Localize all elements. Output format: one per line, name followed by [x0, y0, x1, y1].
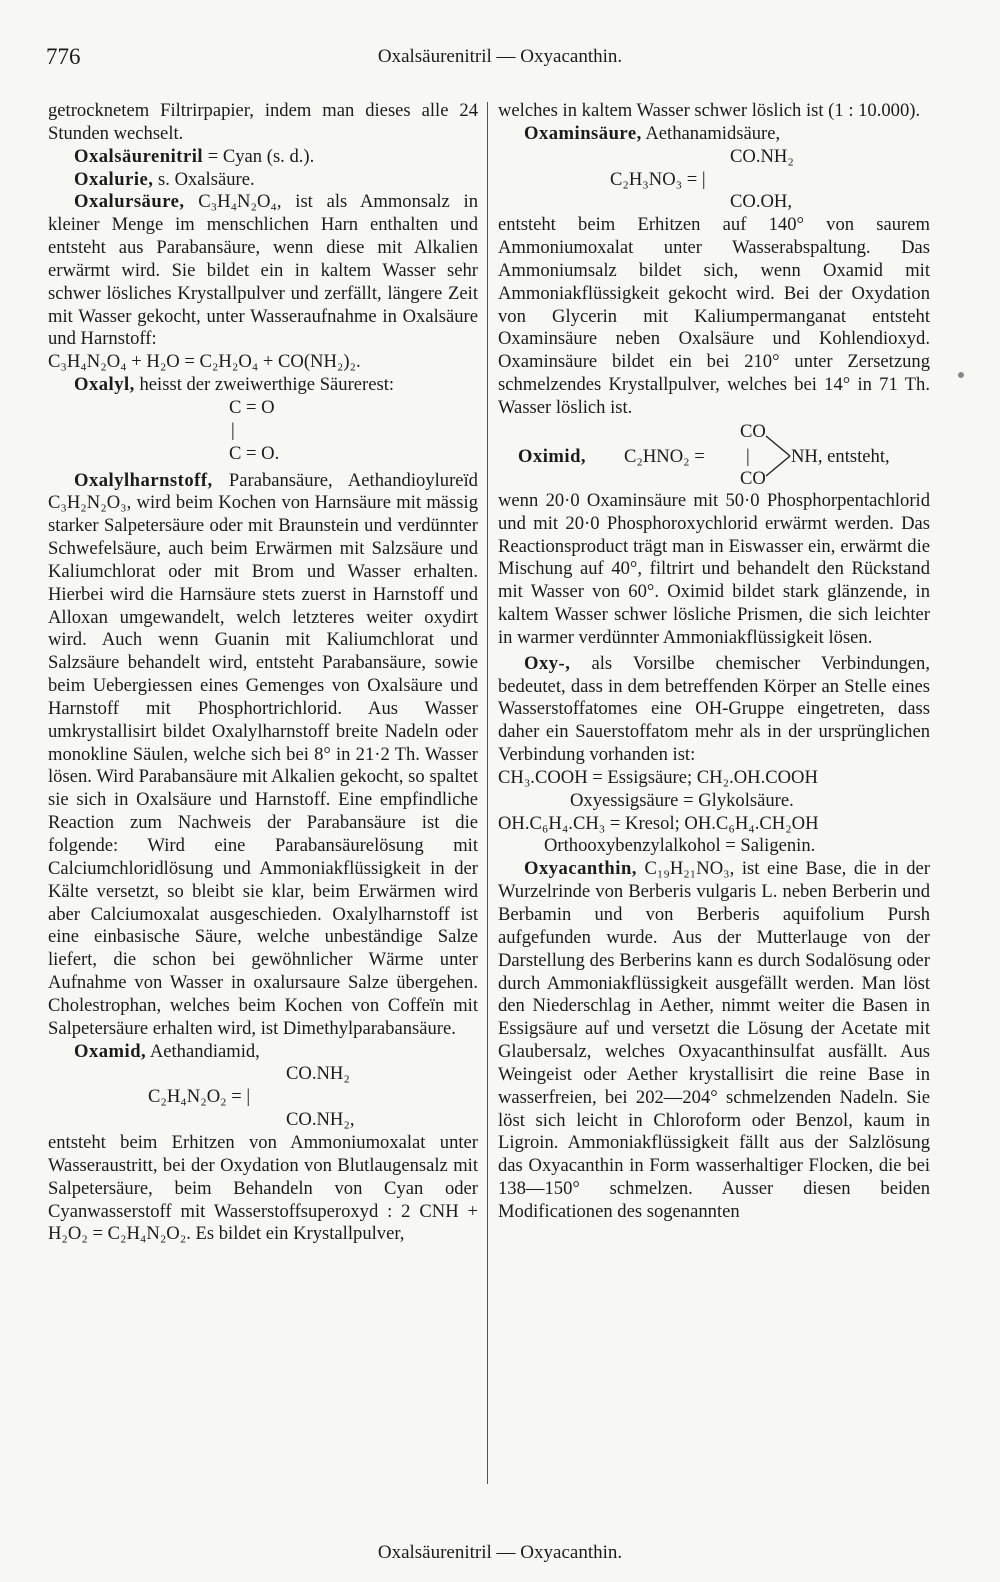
entry-oxalsaeurenitril [48, 146, 478, 169]
bond-line: | [746, 445, 750, 467]
nh-text: NH, entsteht, [791, 445, 890, 467]
entry-text: Parabansäure, Aethandioylureïd [228, 469, 478, 491]
entry-heading: Oxalursäure, [74, 191, 185, 213]
right-column [498, 100, 930, 1224]
equation: C₃H₄N₂O₄ + H₂O = C₂H₂O₄ + CO(NH₂)₂. [48, 351, 361, 373]
page-footer: Oxalsäurenitril — Oxyacanthin. [377, 1542, 623, 1563]
entry-text: Aethandiamid, [149, 1040, 260, 1062]
left-column [48, 100, 478, 1246]
paragraph: entsteht beim Erhitzen auf 140° von saurem Ammoniumoxalat unter Wasserabspaltung. Das Ammoniumsalz bildet sich, wenn Oxamid mit Ammoniakflüssigkeit gekocht wird. Bei der Oxydation von Glycerin mit Kaliumpermanganat entsteht Oxaminsäure neben Oxalsäure und Kohlendioxyd. Oxaminsäure bildet ein bei 210° unter Zersetzung schmelzendes Krystallpulver, welches bei 14° in 71 Th. Wasser löslich ist. [498, 214, 930, 418]
margin-dot [958, 372, 964, 378]
formula-line: C₂H₄N₂O₂ = | [148, 1086, 251, 1108]
entry-text: ist eine Base, die in der Wurzelrinde von Berberis vulgaris L. neben Berberin und Berbamin und von Berberis aquifolium Pursh aufgefunden wurde. Aus der Mutterlauge von der Darstellung des Berberins kann es durch Sodalösung oder durch Ammoniakflüssigkeit ausgefällt werden. Man löst den Niederschlag in Aether, nimmt weiter die Basen in Essigsäure auf und versetzt die Lösung der Acetate mit Glaubersalz, welches Oxyacanthinsulfat ausfällt. Aus Weingeist oder Aether krystallisirt die reine Base in wasserfreien, bei 202—204° schmelzenden Nadeln. Sie löst sich leicht in Chloroform oder Benzol, kaum in Ligroin. Ammoniakflüssigkeit fällt aus der Salzlösung das Oxyacanthin in Form wasserhaltiger Flocken, die bei 138—150° schmelzen. Ausser diesen beiden Modificationen des sogenannten [498, 858, 930, 1222]
entry-heading: Oxy-, [524, 652, 571, 674]
entry-text: ist als Ammonsalz in kleiner Menge im menschlichen Harn enthalten und entsteht aus Parabansäure, wenn diese mit Alkalien erwärmt wird. Sie bildet ein in kaltem Wasser sehr schwer lösliches Krystallpulver und zerfällt, längere Zeit mit Wasser gekocht, unter Wasseraufnahme in Oxalsäure und Harnstoff: [48, 191, 479, 350]
entry-oxalylharnstoff [48, 470, 478, 1041]
entry-heading: Oxamid, [74, 1040, 147, 1062]
entry-oxalyl [48, 374, 478, 397]
formula: C₂HNO₂ = [624, 445, 705, 467]
entry-oxaminsaeure [498, 123, 930, 146]
entry-text: als Vorsilbe chemischer Verbindungen, bedeutet, dass in dem betreffenden Körper an Stelle eines Wasserstoffatomes eine OH-Gruppe eingetreten, dass daher ein Sauerstoffatom mehr als in der ursprünglichen Verbindung vorhanden ist: [498, 652, 930, 766]
entry-heading: Oximid, [518, 445, 587, 467]
entry-text: heisst der zweiwerthige Säurerest: [139, 374, 395, 396]
entry-text: wird beim Kochen von Harnsäure mit mässig starker Salpetersäure oder mit Braunstein und verdünnter Schwefelsäure, auch beim Erwärmen mit Salzsäure und Kaliumchlorat oder mit Brom und Wasser erhalten. Hierbei wird die Harnsäure stets zuerst in Harnstoff und Alloxan umgewandelt, welch letzteres weiter oxydirt wird. Auch wenn Guanin mit Kaliumchlorat und Salzsäure behandelt wird, entsteht Parabansäure, sowie beim Uebergiessen eines Gemenges von Oxalsäure und Harnstoff mit Phosphortrichlorid. Aus Wasser umkrystallisirt bildet Oxalylharnstoff breite Nadeln oder monokline Säulen, welche sich bei 8° in 21·2 Th. Wasser lösen. Wird Parabansäure mit Alkalien gekocht, so spaltet sie sich in Oxalsäure und Harnstoff. Eine empfindliche Reaction zum Nachweis der Parabansäure ist die folgende: Wird eine Parabansäurelösung mit Calciumchloridlösung und Ammoniakflüssigkeit in der Kälte versetzt, so bleibt sie klar, beim Erwärmen wird aber Calciumoxalat ausgeschieden. Oxalylharnstoff ist eine einbasische Säure, welche unbeständige Salze liefert, die schon bei gewöhnlicher Wärme unter Aufnahme von Wasser in oxalursaure Salze übergehen. Cholestrophan, welches beim Kochen von Coffeïn mit Salpetersäure erhalten wird, ist Dimethylparabansäure. [48, 492, 478, 1039]
formula-line: CO.NH₂, [286, 1109, 355, 1131]
structural-formula [48, 397, 478, 466]
formula-line: | [231, 419, 235, 441]
paragraph: entsteht beim Erhitzen von Ammoniumoxalat unter Wasseraustritt, bei der Oxydation von Blutlaugensalz mit Salpetersäure, beim Behandeln von Cyan oder Cyanwasserstoff mit Wasserstoffsuperoxyd : 2 CNH + H₂O₂ = C₂H₄N₂O₂. Es bildet ein Krystallpulver, [48, 1131, 478, 1245]
co-top: CO [740, 420, 766, 442]
paragraph: welches in kaltem Wasser schwer löslich ist (1 : 10.000). [498, 100, 921, 121]
formula: C₃H₄N₂O₄, [198, 191, 282, 213]
formula-line: CO.OH, [730, 191, 792, 213]
entry-heading: Oxalylharnstoff, [74, 469, 213, 491]
formula-line: Orthooxybenzylalkohol = Saligenin. [544, 835, 816, 857]
ring-bracket [764, 432, 794, 480]
paragraph: wenn 20·0 Oxaminsäure mit 50·0 Phosphorpentachlorid und mit 20·0 Phosphoroxychlorid erwärmt werden. Das Reactionsproduct trägt man in Eiswasser ein, erwärmt die Mischung auf 40°, filtrirt und behandelt den Rückstand mit Wasser von 60°. Oximid bildet stark glänzende, in kaltem Wasser schwer lösliche Prismen, die sich leichter in warmer verdünnter Ammoniakflüssigkeit lösen. [498, 489, 930, 648]
entry-oxalurie [48, 169, 478, 192]
formula-line: C = O [229, 396, 275, 418]
entry-oxalursaeure [48, 191, 478, 351]
co-bottom: CO [740, 467, 766, 489]
entry-text: = Cyan (s. d.). [207, 145, 315, 167]
formula-line: OH.C₆H₄.CH₃ = Kresol; OH.C₆H₄.CH₂OH [498, 812, 819, 834]
formula-line: C₂H₃NO₃ = | [610, 168, 706, 190]
oxy-examples [498, 767, 930, 858]
entry-heading: Oxyacanthin, [524, 858, 637, 880]
structural-formula [48, 1063, 478, 1132]
entry-heading: Oxalyl, [74, 374, 135, 396]
formula: C₃H₂N₂O₃, [48, 492, 132, 514]
formula-line: CH₃.COOH = Essigsäure; CH₂.OH.COOH [498, 766, 818, 788]
entry-heading: Oxalsäurenitril [74, 145, 204, 167]
formula-line: CO.NH₂ [286, 1063, 350, 1085]
column-divider [487, 102, 488, 1484]
entry-heading: Oxaminsäure, [524, 122, 642, 144]
formula: C₁₉H₂₁NO₃, [644, 858, 735, 880]
formula-line: CO.NH₂ [730, 145, 794, 167]
running-head: Oxalsäurenitril — Oxyacanthin. [377, 46, 623, 67]
entry-oxamid [48, 1041, 478, 1064]
entry-oxy [498, 653, 930, 767]
entry-heading: Oxalurie, [74, 168, 154, 190]
entry-text: s. Oxalsäure. [158, 168, 255, 190]
entry-text: Aethanamidsäure, [645, 122, 781, 144]
formula-line: C = O. [229, 442, 280, 464]
paragraph: getrocknetem Filtrirpapier, indem man dieses alle 24 Stunden wechselt. [48, 100, 478, 144]
entry-oxyacanthin [498, 858, 930, 1224]
structural-formula [498, 146, 930, 215]
entry-oximid [498, 420, 930, 490]
formula-line: Oxyessigsäure = Glykolsäure. [570, 789, 794, 811]
page-number: 776 [46, 44, 81, 69]
